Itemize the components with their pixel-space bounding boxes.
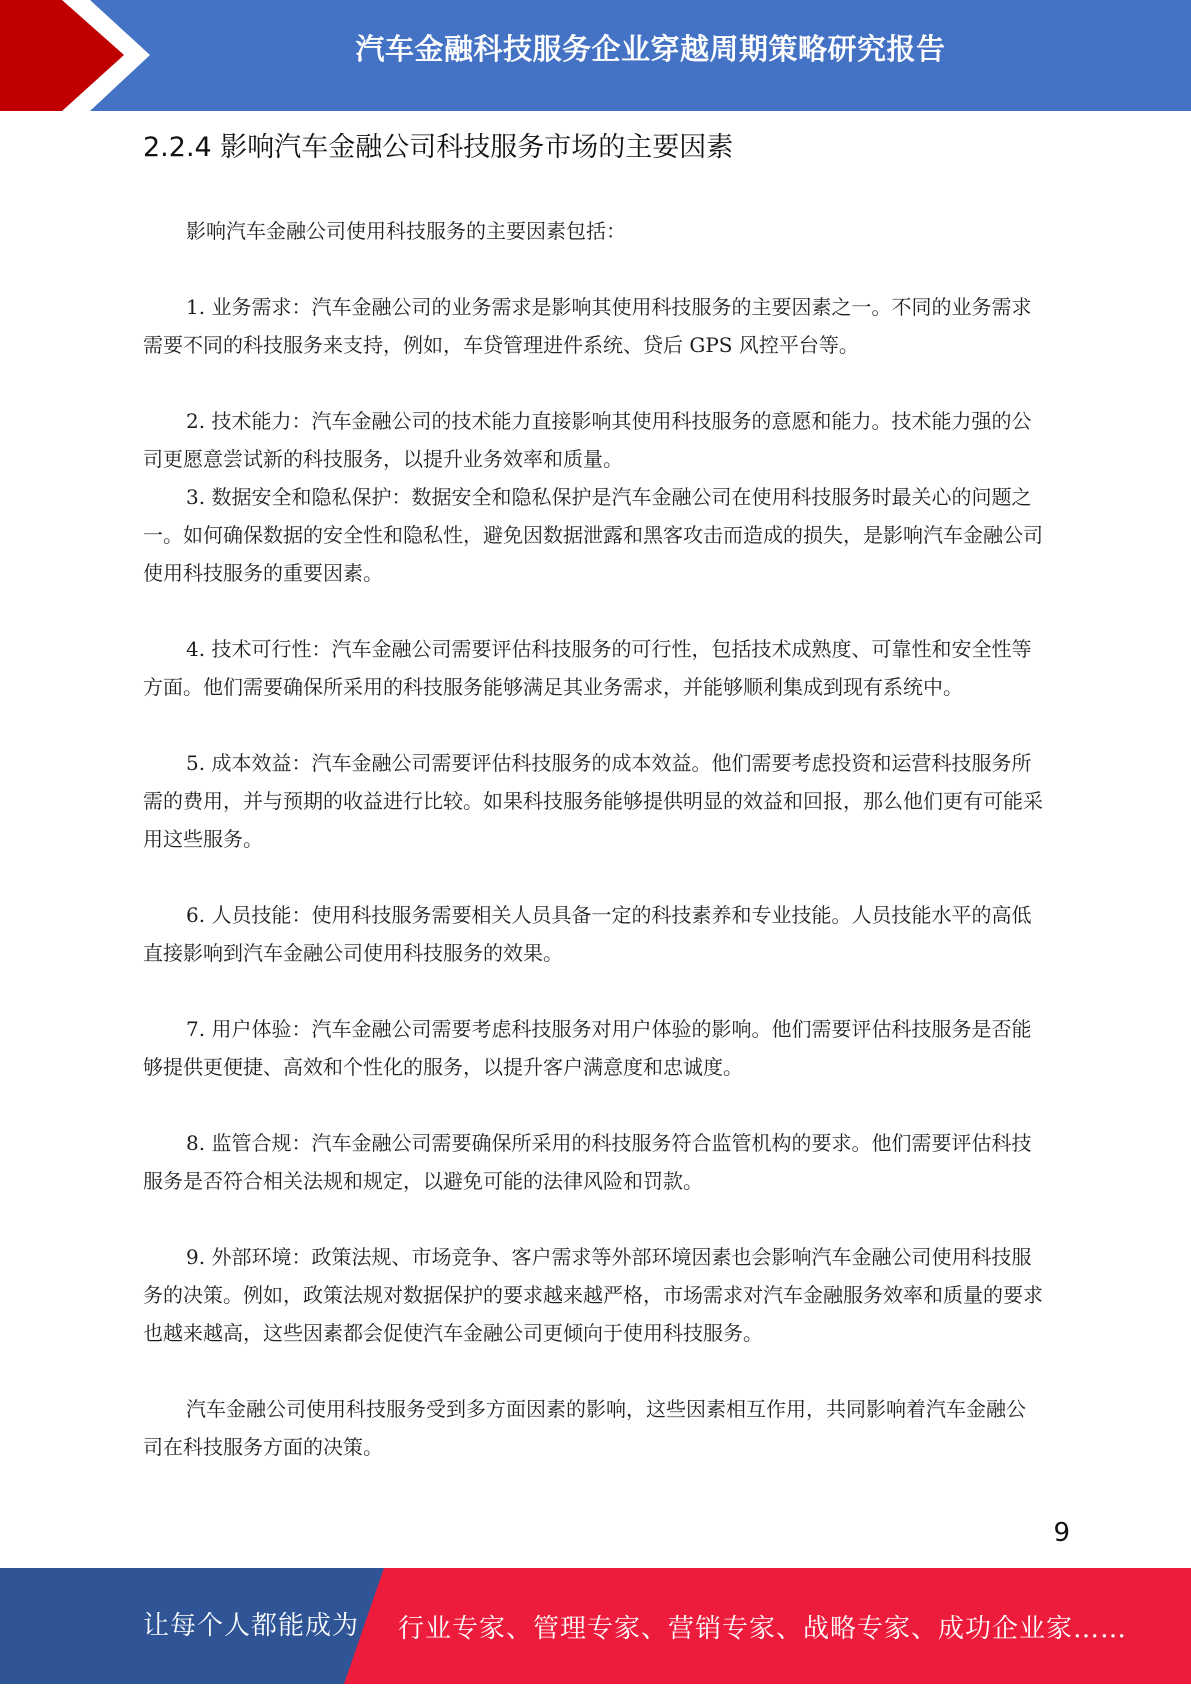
factor-tech-capability: 2. 技术能力：汽车金融公司的技术能力直接影响其使用科技服务的意愿和能力。技术能力强的公司更愿意尝试新的科技服务，以提升业务效率和质量。	[143, 409, 1032, 471]
factor-external-environment: 9. 外部环境：政策法规、市场竞争、客户需求等外部环境因素也会影响汽车金融公司使用科技服务的决策。例如，政策法规对数据保护的要求越来越严格，市场需求对汽车金融服务效率和质量的要求也越来越高，这些因素都会促使汽车金融公司更倾向于使用科技服务。	[143, 1245, 1043, 1345]
factor-business-needs: 1. 业务需求：汽车金融公司的业务需求是影响其使用科技服务的主要因素之一。不同的业务需求需要不同的科技服务来支持，例如，车贷管理进件系统、贷后 GPS 风控平台等。	[143, 295, 1032, 357]
conclusion-paragraph: 汽车金融公司使用科技服务受到多方面因素的影响，这些因素相互作用，共同影响着汽车金融公司在科技服务方面的决策。	[143, 1397, 1026, 1459]
page-header	[0, 0, 1191, 111]
body-content	[143, 212, 1045, 1466]
footer-slogan-left: 让每个人都能成为	[143, 1611, 360, 1641]
footer-slogan-right: 行业专家、管理专家、营销专家、战略专家、成功企业家……	[398, 1614, 1128, 1644]
report-title: 汽车金融科技服务企业穿越周期策略研究报告	[355, 32, 946, 66]
page-footer	[0, 1568, 1191, 1684]
section-heading: 2.2.4 影响汽车金融公司科技服务市场的主要因素	[143, 132, 734, 163]
factor-user-experience: 7. 用户体验：汽车金融公司需要考虑科技服务对用户体验的影响。他们需要评估科技服务是否能够提供更便捷、高效和个性化的服务，以提升客户满意度和忠诚度。	[143, 1017, 1032, 1079]
header-chevron-decoration	[0, 0, 150, 111]
page-number: 9	[1053, 1518, 1070, 1548]
factor-cost-benefit: 5. 成本效益：汽车金融公司需要评估科技服务的成本效益。他们需要考虑投资和运营科技服务所需的费用，并与预期的收益进行比较。如果科技服务能够提供明显的效益和回报，那么他们更有可能采用这些服务。	[143, 751, 1043, 851]
factor-tech-feasibility: 4. 技术可行性：汽车金融公司需要评估科技服务的可行性，包括技术成熟度、可靠性和安全性等方面。他们需要确保所采用的科技服务能够满足其业务需求，并能够顺利集成到现有系统中。	[143, 637, 1032, 699]
factor-data-security: 3. 数据安全和隐私保护：数据安全和隐私保护是汽车金融公司在使用科技服务时最关心的问题之一。如何确保数据的安全性和隐私性，避免因数据泄露和黑客攻击而造成的损失，是影响汽车金融公司使用科技服务的重要因素。	[143, 485, 1043, 585]
factor-staff-skills: 6. 人员技能：使用科技服务需要相关人员具备一定的科技素养和专业技能。人员技能水平的高低直接影响到汽车金融公司使用科技服务的效果。	[143, 903, 1032, 965]
intro-paragraph: 影响汽车金融公司使用科技服务的主要因素包括：	[186, 219, 626, 243]
factor-regulatory-compliance: 8. 监管合规：汽车金融公司需要确保所采用的科技服务符合监管机构的要求。他们需要评估科技服务是否符合相关法规和规定，以避免可能的法律风险和罚款。	[143, 1131, 1032, 1193]
